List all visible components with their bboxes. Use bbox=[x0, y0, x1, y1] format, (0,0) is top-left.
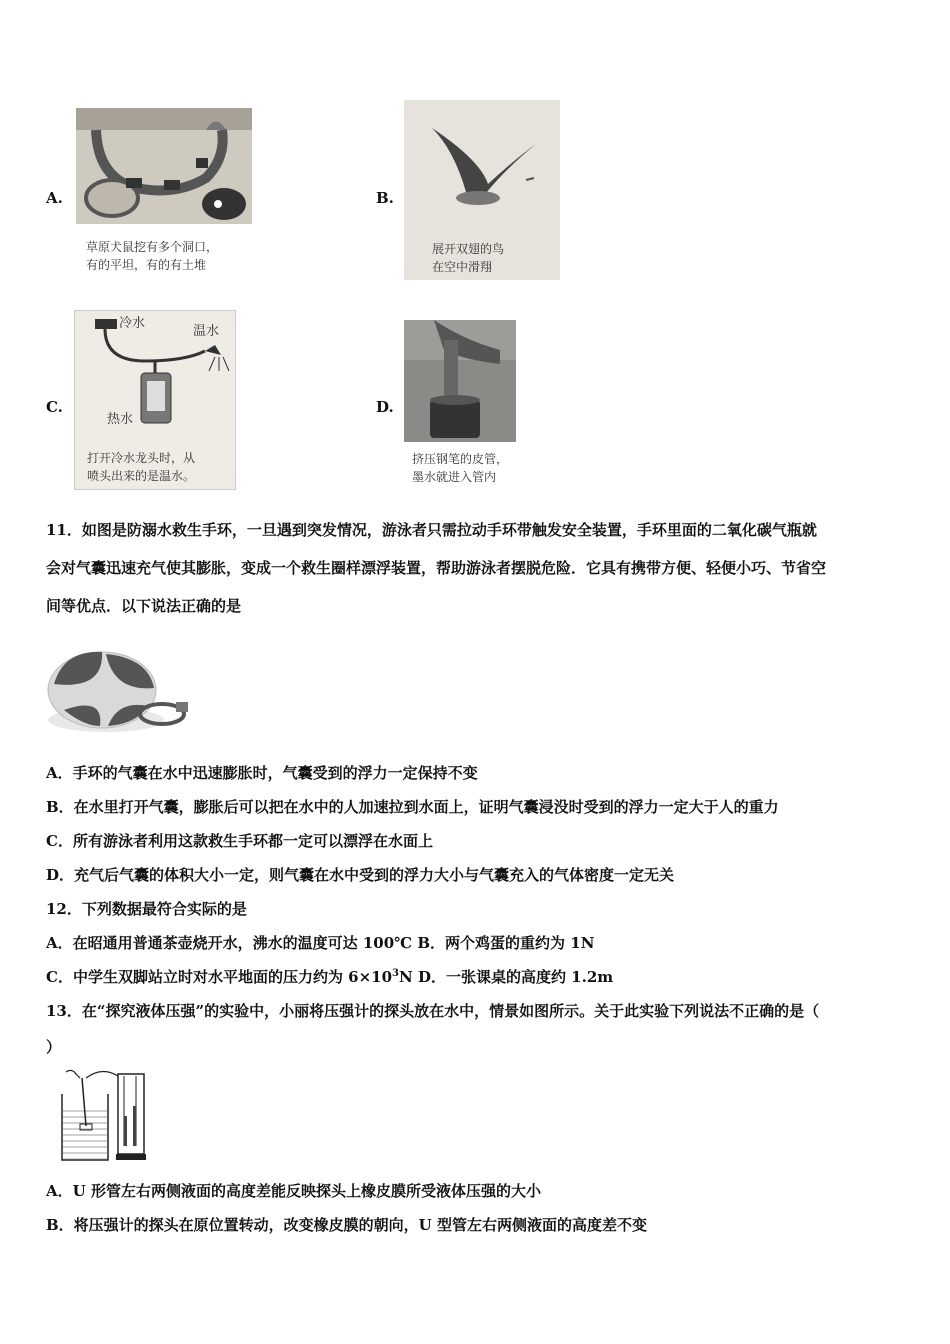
option-a-caption-line2: 有的平坦，有的有土堆 bbox=[86, 258, 207, 272]
q11-option-c: C．所有游泳者利用这款救生手环都一定可以漂浮在水面上 bbox=[46, 832, 433, 850]
option-d-figure bbox=[404, 320, 520, 488]
q12-row1: A．在昭通用普通茶壶烧开水，沸水的温度可达 100℃ B．两个鸡蛋的重约为 1N bbox=[46, 934, 595, 952]
rescue-wristband-figure bbox=[44, 640, 194, 736]
q12-row2-pre: C．中学生双脚站立时对水平地面的压力约为 6×10 bbox=[46, 968, 393, 986]
q13-stem-line1: 13．在“探究液体压强”的实验中，小丽将压强计的探头放在水中，情景如图所示。关于此实验下列说法不正确的是（ bbox=[46, 1002, 820, 1020]
q12-stem: 12．下列数据最符合实际的是 bbox=[46, 900, 247, 918]
option-d-caption-line1: 挤压钢笔的皮管， bbox=[412, 452, 509, 466]
q11-stem-line1: 11．如图是防溺水救生手环，一旦遇到突发情况，游泳者只需拉动手环带触发安全装置，手环里面的二氧化碳气瓶就 bbox=[46, 521, 817, 539]
option-c-caption-line2: 喷头出来的是温水。 bbox=[87, 469, 196, 483]
option-d-label: D. bbox=[376, 398, 394, 416]
q13-option-b: B．将压强计的探头在原位置转动，改变橡皮膜的朝向，U 型管左右两侧液面的高度差不变 bbox=[46, 1216, 647, 1234]
option-b-caption-line2: 在空中滑翔 bbox=[432, 260, 493, 274]
option-c-figure bbox=[74, 310, 236, 490]
q11-option-b: B．在水里打开气囊，膨胀后可以把在水中的人加速拉到水面上，证明气囊浸没时受到的浮力一定大于人的重力 bbox=[46, 798, 779, 816]
pressure-gauge-figure bbox=[56, 1066, 156, 1166]
prairie-dog-burrow-illustration bbox=[76, 108, 252, 224]
option-b-label: B. bbox=[376, 189, 394, 207]
q12-row2-sup: 3 bbox=[392, 968, 400, 979]
cold-water-label: 冷水 bbox=[119, 316, 146, 331]
option-b-figure bbox=[404, 100, 560, 280]
rescue-wristband-illustration bbox=[44, 640, 194, 736]
q11-option-d: D．充气后气囊的体积大小一定，则气囊在水中受到的浮力大小与气囊充入的气体密度一定无关 bbox=[46, 866, 675, 884]
q12-row2 bbox=[46, 966, 613, 987]
fountain-pen-ink-illustration bbox=[404, 320, 516, 442]
q11-stem-line3: 间等优点．以下说法正确的是 bbox=[46, 597, 242, 615]
option-a-caption-line1: 草原犬鼠挖有多个洞口， bbox=[86, 240, 219, 254]
warm-water-label: 温水 bbox=[193, 324, 220, 339]
option-a-label: A. bbox=[46, 189, 63, 207]
q13-option-a: A．U 形管左右两侧液面的高度差能反映探头上橡皮膜所受液体压强的大小 bbox=[46, 1182, 541, 1200]
option-c-label: C. bbox=[46, 398, 63, 416]
gliding-bird-illustration bbox=[404, 100, 560, 230]
q11-stem-line2: 会对气囊迅速充气使其膨胀，变成一个救生圈样漂浮装置，帮助游泳者摆脱危险．它具有携带方便、轻便小巧、节省空 bbox=[46, 559, 827, 577]
option-a-figure bbox=[76, 108, 252, 278]
hot-water-label: 热水 bbox=[107, 412, 134, 427]
liquid-pressure-gauge-illustration bbox=[56, 1066, 156, 1166]
q12-row2-post: N D．一张课桌的高度约 1.2m bbox=[399, 968, 614, 986]
q13-stem-line2: ） bbox=[46, 1038, 62, 1056]
option-b-caption-line1: 展开双翅的鸟 bbox=[432, 242, 505, 256]
option-d-caption-line2: 墨水就进入管内 bbox=[412, 470, 497, 484]
option-c-caption-line1: 打开冷水龙头时，从 bbox=[87, 451, 196, 465]
q11-option-a: A．手环的气囊在水中迅速膨胀时，气囊受到的浮力一定保持不变 bbox=[46, 764, 478, 782]
